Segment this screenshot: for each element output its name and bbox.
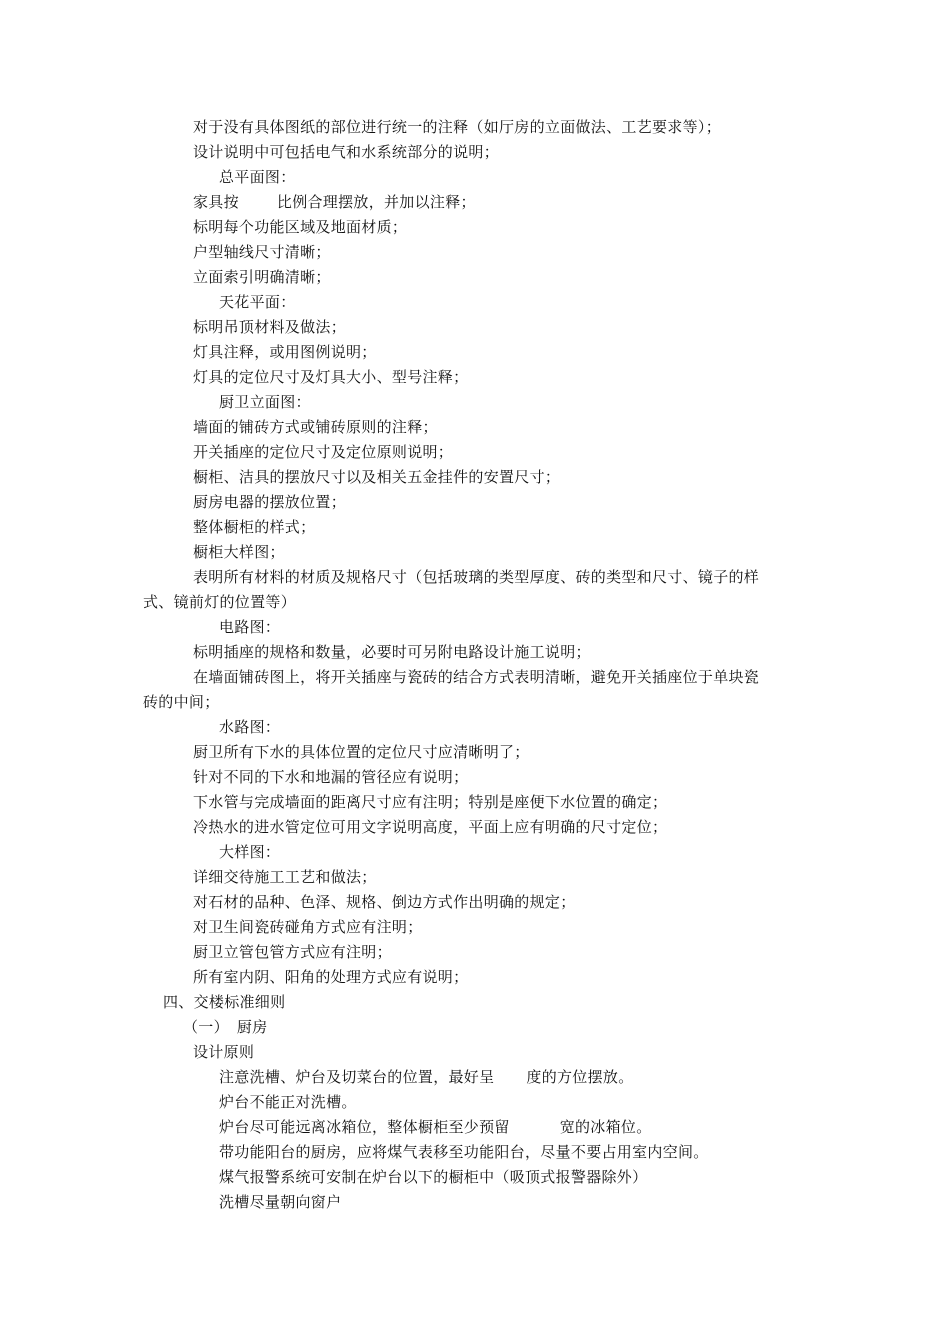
- text-line: 标明每个功能区域及地面材质；: [193, 218, 408, 236]
- text-line: 洗槽尽量朝向窗户: [219, 1193, 342, 1211]
- text-line: 标明插座的规格和数量，必要时可另附电路设计施工说明；: [193, 643, 591, 661]
- section-heading: 大样图：: [219, 843, 281, 861]
- section-heading: 总平面图：: [219, 168, 296, 186]
- text-line: 注意洗槽、炉台及切菜台的位置，最好呈 度的方位摆放。: [219, 1068, 634, 1086]
- section-heading: 天花平面：: [219, 293, 296, 311]
- text-line: 橱柜、洁具的摆放尺寸以及相关五金挂件的安置尺寸；: [193, 468, 561, 486]
- text-line: 表明所有材料的材质及规格尺寸（包括玻璃的类型厚度、砖的类型和尺寸、镜子的样: [193, 568, 760, 586]
- chapter-heading: 四、交楼标准细则: [163, 993, 286, 1011]
- text-line: 下水管与完成墙面的距离尺寸应有注明；特别是座便下水位置的确定；: [193, 793, 668, 811]
- text-line: 对卫生间瓷砖碰角方式应有注明；: [193, 918, 423, 936]
- text-line: 灯具的定位尺寸及灯具大小、型号注释；: [193, 368, 469, 386]
- text-line: 详细交待施工工艺和做法；: [193, 868, 377, 886]
- text-line: 砖的中间；: [143, 693, 220, 711]
- text-line: 在墙面铺砖图上，将开关插座与瓷砖的结合方式表明清晰，避免开关插座位于单块瓷: [193, 668, 760, 686]
- text-line: 冷热水的进水管定位可用文字说明高度，平面上应有明确的尺寸定位；: [193, 818, 668, 836]
- text-line: 炉台尽可能远离冰箱位，整体橱柜至少预留 宽的冰箱位。: [219, 1118, 652, 1136]
- text-line: 户型轴线尺寸清晰；: [193, 243, 331, 261]
- section-heading: 厨卫立面图：: [219, 393, 311, 411]
- subsection-heading: （一） 厨房: [183, 1018, 268, 1036]
- text-line: 式、镜前灯的位置等）: [143, 593, 297, 611]
- text-line: 针对不同的下水和地漏的管径应有说明；: [193, 768, 469, 786]
- text-line: 厨卫立管包管方式应有注明；: [193, 943, 392, 961]
- text-line: 墙面的铺砖方式或铺砖原则的注释；: [193, 418, 438, 436]
- text-line: 煤气报警系统可安制在炉台以下的橱柜中（吸顶式报警器除外）: [219, 1168, 648, 1186]
- text-line: 对于没有具体图纸的部位进行统一的注释（如厅房的立面做法、工艺要求等）；: [193, 118, 722, 136]
- text-line: 开关插座的定位尺寸及定位原则说明；: [193, 443, 454, 461]
- text-line: 橱柜大样图；: [193, 543, 285, 561]
- text-line: 家具按 比例合理摆放，并加以注释；: [193, 193, 476, 211]
- section-heading: 电路图：: [219, 618, 281, 636]
- text-line: 厨房电器的摆放位置；: [193, 493, 347, 511]
- text-line: 炉台不能正对洗槽。: [219, 1093, 357, 1111]
- text-line: 对石材的品种、色泽、规格、倒边方式作出明确的规定；: [193, 893, 576, 911]
- section-heading: 水路图：: [219, 718, 281, 736]
- subsection-heading: 设计原则: [193, 1043, 255, 1061]
- text-line: 所有室内阴、阳角的处理方式应有说明；: [193, 968, 469, 986]
- text-line: 设计说明中可包括电气和水系统部分的说明；: [193, 143, 500, 161]
- text-line: 带功能阳台的厨房，应将煤气表移至功能阳台，尽量不要占用室内空间。: [219, 1143, 709, 1161]
- text-line: 灯具注释，或用图例说明；: [193, 343, 377, 361]
- text-line: 立面索引明确清晰；: [193, 268, 331, 286]
- text-line: 整体橱柜的样式；: [193, 518, 316, 536]
- text-line: 厨卫所有下水的具体位置的定位尺寸应清晰明了；: [193, 743, 530, 761]
- text-line: 标明吊顶材料及做法；: [193, 318, 347, 336]
